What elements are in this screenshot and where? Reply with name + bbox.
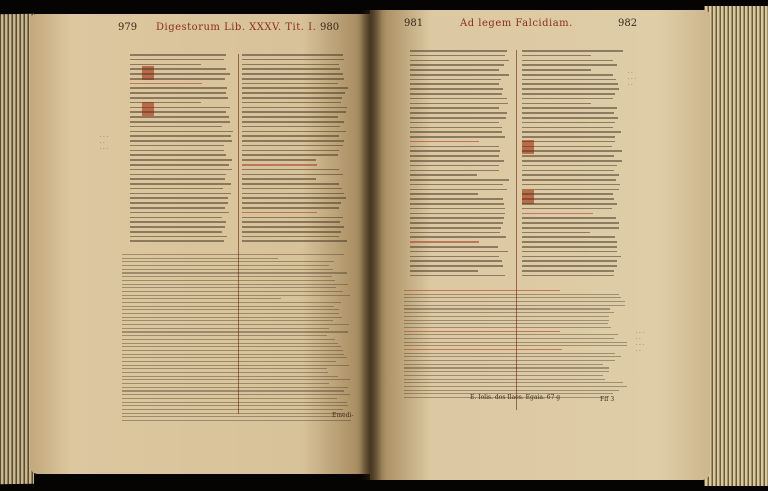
text-line — [242, 174, 343, 176]
text-line — [242, 150, 339, 152]
text-line — [242, 92, 345, 94]
right-running-head: Ad legem Falcidiam. — [460, 18, 573, 29]
text-line — [242, 231, 341, 233]
text-line — [122, 354, 344, 355]
text-line — [130, 131, 233, 133]
text-line — [410, 131, 502, 133]
text-line — [404, 312, 614, 313]
text-line — [130, 236, 227, 238]
text-line — [522, 93, 615, 95]
text-line — [410, 246, 498, 248]
text-line — [410, 93, 502, 95]
text-line — [122, 413, 345, 414]
text-line — [522, 55, 591, 57]
text-line — [242, 236, 339, 238]
text-line — [130, 116, 229, 118]
text-line — [122, 331, 348, 332]
text-line — [242, 188, 342, 190]
text-line — [410, 198, 503, 200]
text-line — [522, 189, 619, 191]
text-line — [242, 116, 338, 118]
text-line — [410, 270, 478, 272]
text-line — [410, 103, 508, 105]
text-line — [122, 317, 342, 318]
text-line — [522, 146, 612, 148]
text-line — [122, 291, 343, 292]
text-line — [404, 379, 605, 380]
text-line — [404, 390, 619, 391]
text-line — [410, 160, 504, 162]
text-line — [242, 202, 341, 204]
book-fore-edge-right — [704, 6, 768, 486]
text-line — [122, 280, 335, 281]
text-line — [242, 68, 340, 70]
text-line — [410, 275, 505, 277]
text-line — [522, 251, 617, 253]
text-line — [242, 197, 346, 199]
text-line — [130, 178, 225, 180]
text-line — [130, 121, 230, 123]
text-line — [130, 207, 225, 209]
text-line — [122, 254, 344, 255]
text-line — [122, 313, 339, 314]
text-line — [404, 342, 627, 343]
text-line — [122, 361, 336, 362]
text-line — [130, 150, 224, 152]
text-line — [522, 131, 621, 133]
text-line — [522, 136, 615, 138]
text-line — [404, 290, 560, 291]
text-line — [410, 60, 509, 62]
text-line — [242, 87, 348, 89]
text-line — [242, 207, 339, 209]
text-line — [122, 328, 329, 329]
text-line — [242, 78, 344, 80]
text-line — [242, 183, 339, 185]
text-line — [242, 164, 317, 166]
left-running-head: Digestorum Lib. XXXV. Tit. I. — [156, 22, 317, 33]
text-line — [122, 379, 350, 380]
text-line — [410, 83, 499, 85]
text-line — [410, 74, 509, 76]
text-line — [122, 346, 341, 347]
text-line — [122, 394, 350, 395]
text-line — [404, 386, 627, 387]
catchword: Emedi- — [332, 412, 354, 419]
text-line — [410, 127, 502, 129]
text-line — [122, 272, 347, 273]
text-line — [410, 227, 501, 229]
text-line — [130, 140, 232, 142]
text-line — [410, 189, 507, 191]
text-line — [410, 174, 477, 176]
text-line — [122, 420, 351, 421]
text-line — [522, 222, 619, 224]
text-line — [122, 376, 338, 377]
text-line — [122, 258, 278, 259]
text-line — [404, 382, 623, 383]
text-line — [404, 327, 611, 328]
text-line — [130, 126, 222, 128]
text-line — [410, 265, 503, 267]
text-line — [242, 135, 339, 137]
text-line — [522, 227, 619, 229]
text-line — [130, 59, 224, 61]
text-line — [522, 246, 617, 248]
text-line — [410, 222, 503, 224]
text-line — [122, 339, 335, 340]
text-line — [404, 305, 625, 306]
text-line — [522, 193, 613, 195]
text-line — [410, 88, 503, 90]
text-line — [522, 107, 617, 109]
text-line — [410, 141, 479, 143]
text-line — [130, 97, 228, 99]
text-line — [410, 55, 505, 57]
text-line — [404, 294, 619, 295]
text-line — [410, 117, 506, 119]
text-line — [404, 345, 627, 346]
text-line — [522, 150, 622, 152]
text-line — [122, 405, 348, 406]
text-line — [410, 203, 504, 205]
text-line — [410, 184, 503, 186]
text-line — [410, 50, 507, 52]
text-line — [122, 276, 332, 277]
text-line — [242, 59, 344, 61]
text-line — [122, 265, 329, 266]
text-line — [122, 335, 327, 336]
text-line — [130, 169, 232, 171]
text-line — [130, 64, 201, 66]
text-line — [130, 135, 231, 137]
text-line — [130, 221, 226, 223]
text-line — [242, 145, 343, 147]
text-line — [410, 193, 478, 195]
left-column-text — [130, 54, 234, 254]
text-line — [130, 83, 202, 85]
text-line — [404, 308, 610, 309]
text-line — [522, 127, 613, 129]
text-line — [404, 375, 603, 376]
text-line — [522, 69, 591, 71]
text-line — [522, 122, 615, 124]
text-line — [242, 126, 340, 128]
text-line — [410, 165, 499, 167]
text-line — [410, 79, 501, 81]
text-line — [404, 360, 615, 361]
text-line — [130, 226, 225, 228]
text-line — [522, 179, 616, 181]
text-line — [404, 356, 621, 357]
text-line — [122, 409, 343, 410]
text-line — [130, 217, 222, 219]
text-line — [522, 174, 619, 176]
text-line — [410, 179, 509, 181]
text-line — [242, 111, 346, 113]
text-line — [522, 184, 620, 186]
text-line — [410, 98, 507, 100]
text-line — [130, 145, 224, 147]
text-line — [404, 301, 625, 302]
text-line — [242, 169, 339, 171]
text-line — [522, 236, 615, 238]
text-line — [242, 178, 316, 180]
text-line — [130, 107, 230, 109]
text-line — [410, 217, 504, 219]
text-line — [130, 202, 228, 204]
text-line — [122, 320, 333, 321]
text-line — [130, 68, 226, 70]
text-line — [522, 117, 618, 119]
left-column-number: 980 — [320, 22, 340, 33]
text-line — [122, 269, 333, 270]
text-line — [122, 306, 334, 307]
text-line — [130, 111, 226, 113]
text-line — [122, 383, 329, 384]
text-line — [242, 83, 338, 85]
text-line — [522, 141, 615, 143]
text-line — [410, 107, 499, 109]
text-line — [410, 122, 499, 124]
text-line — [410, 146, 499, 148]
text-line — [522, 256, 621, 258]
text-line — [404, 323, 608, 324]
text-line — [122, 372, 328, 373]
text-line — [410, 69, 499, 71]
text-line — [130, 54, 226, 56]
text-line — [130, 231, 222, 233]
text-line — [410, 256, 499, 258]
margin-note: · · · · · · · — [628, 70, 636, 88]
text-line — [522, 265, 617, 267]
text-line — [404, 367, 609, 368]
text-line — [410, 136, 505, 138]
text-line — [404, 364, 603, 365]
text-line — [242, 121, 344, 123]
text-line — [130, 197, 228, 199]
text-line — [410, 213, 505, 215]
text-line — [404, 297, 621, 298]
text-line — [522, 88, 619, 90]
text-line — [122, 261, 334, 262]
text-line — [122, 350, 343, 351]
footnotes-text — [122, 254, 354, 424]
text-line — [522, 165, 617, 167]
text-line — [130, 154, 226, 156]
text-line — [410, 208, 505, 210]
catchword: Fff 3 — [600, 396, 615, 403]
text-line — [522, 83, 618, 85]
text-line — [242, 217, 343, 219]
text-line — [522, 217, 616, 219]
text-line — [410, 232, 500, 234]
text-line — [130, 174, 226, 176]
text-line — [130, 73, 230, 75]
text-line — [130, 87, 227, 89]
text-line — [522, 112, 614, 114]
text-line — [522, 160, 622, 162]
text-line — [410, 170, 499, 172]
text-line — [122, 357, 347, 358]
text-line — [522, 170, 614, 172]
text-line — [130, 102, 201, 104]
text-line — [522, 232, 590, 234]
text-line — [242, 212, 317, 214]
right-page — [370, 10, 710, 480]
left-page-number: 979 — [118, 22, 138, 33]
text-line — [410, 150, 500, 152]
text-line — [522, 98, 613, 100]
text-line — [122, 398, 337, 399]
text-line — [522, 50, 623, 52]
text-line — [522, 79, 616, 81]
text-line — [242, 159, 316, 161]
text-line — [122, 390, 344, 391]
text-line — [242, 107, 347, 109]
text-line — [130, 183, 231, 185]
text-line — [122, 284, 348, 285]
right-column-number: 981 — [404, 18, 424, 29]
text-line — [242, 226, 344, 228]
text-line — [242, 240, 347, 242]
text-line — [122, 309, 339, 310]
text-line — [410, 236, 506, 238]
left-column-text — [410, 50, 510, 290]
text-line — [404, 371, 609, 372]
text-line — [122, 387, 348, 388]
text-line — [410, 251, 508, 253]
text-line — [410, 155, 499, 157]
text-line — [242, 97, 342, 99]
text-line — [522, 64, 617, 66]
text-line — [130, 240, 224, 242]
text-line — [242, 102, 341, 104]
text-line — [122, 343, 338, 344]
footnotes-text — [404, 290, 630, 400]
text-line — [122, 365, 349, 366]
book-fore-edge-left — [0, 14, 34, 485]
text-line — [242, 193, 344, 195]
text-line — [404, 353, 615, 354]
text-line — [130, 164, 229, 166]
text-line — [522, 74, 613, 76]
footer-note: E. Iolis. dos Ilaes. Egaia. 67 g — [470, 394, 561, 401]
text-line — [522, 60, 613, 62]
text-line — [130, 78, 225, 80]
book-gutter — [360, 10, 382, 480]
text-line — [242, 131, 346, 133]
text-line — [130, 212, 229, 214]
text-line — [522, 103, 591, 105]
right-column-text — [522, 50, 624, 290]
text-line — [522, 213, 593, 215]
text-line — [404, 320, 609, 321]
text-line — [522, 260, 617, 262]
left-page — [30, 14, 370, 474]
text-line — [522, 241, 617, 243]
text-line — [242, 221, 340, 223]
text-line — [130, 188, 223, 190]
text-line — [522, 203, 617, 205]
text-line — [410, 260, 502, 262]
text-line — [122, 368, 327, 369]
text-line — [410, 64, 504, 66]
text-line — [122, 324, 349, 325]
text-line — [122, 287, 336, 288]
text-line — [522, 275, 614, 277]
text-line — [130, 92, 226, 94]
right-page-number: 982 — [618, 18, 638, 29]
text-line — [122, 295, 350, 296]
text-line — [522, 198, 614, 200]
text-line — [522, 155, 614, 157]
text-line — [242, 154, 338, 156]
text-line — [404, 338, 614, 339]
text-line — [404, 349, 562, 350]
text-line — [410, 112, 507, 114]
text-line — [122, 416, 335, 417]
text-line — [122, 302, 341, 303]
text-line — [410, 241, 479, 243]
margin-note: · · · · · · · · — [100, 134, 108, 152]
text-line — [242, 64, 339, 66]
text-line — [122, 298, 281, 299]
text-line — [404, 331, 560, 332]
margin-note: · · · · · · · · · · — [636, 330, 644, 354]
text-line — [522, 208, 612, 210]
text-line — [404, 316, 609, 317]
text-line — [242, 140, 344, 142]
right-column-text — [242, 54, 350, 254]
text-line — [130, 193, 231, 195]
text-line — [522, 270, 614, 272]
text-line — [130, 159, 232, 161]
text-line — [122, 402, 347, 403]
text-line — [242, 54, 343, 56]
text-line — [404, 334, 618, 335]
text-line — [242, 73, 343, 75]
